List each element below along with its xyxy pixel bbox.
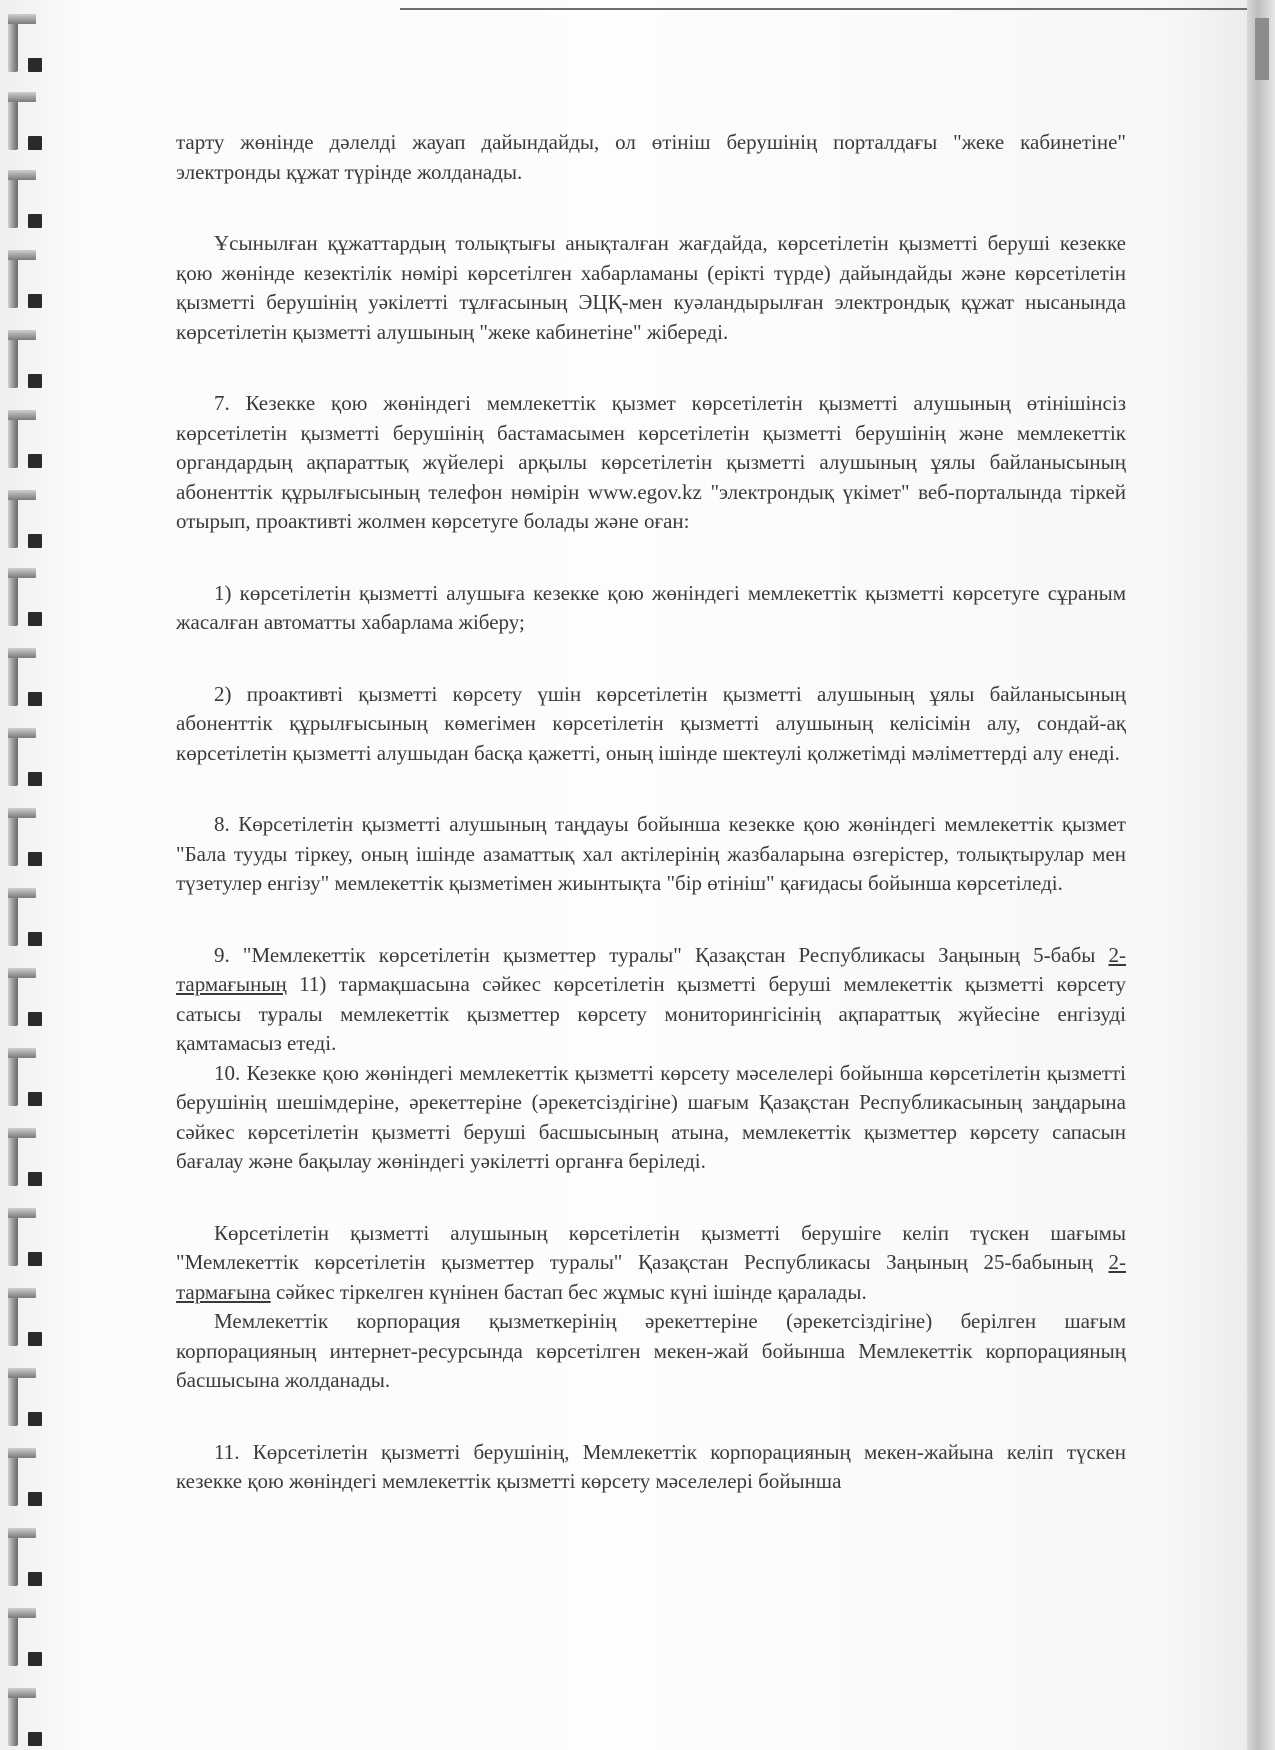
paragraph-9-text-start: 9. "Мемлекеттік көрсетілетін қызметтер туралы" Қазақстан Республикасы Заңының 5-бабы (214, 942, 1109, 967)
paragraph-corporation: Мемлекеттік корпорация қызметкерінің әрекеттеріне (әрекетсіздігіне) берілген шағым корпорацияның интернет-ресурсында көрсетілген мекен-жай бойынша Мемлекеттік корпорацияның басшысына жолданады. (176, 1309, 1126, 1392)
binding-ring (2, 728, 36, 786)
binding-ring (2, 888, 36, 946)
paragraph-8: 8. Көрсетілетін қызметті алушының таңдауы бойынша кезекке қою жөніндегі мемлекеттік қызмет "Бала тууды тіркеу, оның ішінде азаматтық хал актілерінің жазбаларына өзгерістер, толықтырулар мен түзетулер енгізу" мемлекеттік қызметімен жиынтықта "бір өтініш" қағидасы бойынша көрсетіледі. (176, 812, 1126, 895)
binding-ring (2, 14, 36, 72)
paragraph-10: 10. Кезекке қою жөніндегі мемлекеттік қызметті көрсету мәселелері бойынша көрсетілетін қызметті берушінің шешімдеріне, әрекеттеріне (әрекетсіздігіне) шағым Қазақстан Республикасының заңдарына сәйкес көрсетілетін қызметті беруші басшысының атына, мемлекеттік қызметтер көрсету сапасын бағалау және бақылау жөніндегі уәкілетті органға беріледі. (176, 1060, 1126, 1173)
binding-ring (2, 568, 36, 626)
paragraph-7: 7. Кезекке қою жөніндегі мемлекеттік қызмет көрсетілетін қызметті алушының өтінішінсіз көрсетілетін қызметті берушінің бастамасымен көрсетілетін қызметті берушінің және мемлекеттік органдардың ақпараттық жүйелері арқылы көрсетілетін қызметті алушының ұялы байланысының абоненттік құрылғысының телефон нөмірін www.egov.kz "электрондық үкімет" веб-порталында тіркей отырып, проактивті жолмен көрсетуге болады және оған: (176, 391, 1126, 533)
paragraph-complaint-text-start: Көрсетілетін қызметті алушының көрсетілетін қызметті берушіге келіп түскен шағымы "Мемлекеттік көрсетілетін қызметтер туралы" Қазақстан Республикасы Заңының 25-бабының (176, 1220, 1126, 1274)
binding-ring (2, 1048, 36, 1106)
binding-ring (2, 170, 36, 228)
binding-ring (2, 1528, 36, 1586)
paragraph-11: 11. Көрсетілетін қызметті берушінің, Мемлекеттік корпорацияның мекен-жайына келіп түскен кезекке қою жөніндегі мемлекеттік қызметті көрсету мәселелері бойынша (176, 1439, 1126, 1493)
binding-ring (2, 1688, 36, 1746)
binding-ring (2, 92, 36, 150)
document-body (176, 128, 1126, 1497)
law-article-link[interactable]: 2-тармағының (176, 942, 1126, 996)
binding-ring (2, 1368, 36, 1426)
binding-ring (2, 648, 36, 706)
page-top-edge (400, 8, 1250, 10)
paragraph-notification: Ұсынылған құжаттардың толықтығы анықталған жағдайда, көрсетілетін қызметті беруші кезекке қою жөнінде кезектілік нөмірі көрсетілген хабарламаны (ерікті түрде) дайындайды және көрсетілетін қызметті берушінің уәкілетті тұлғасының ЭЦҚ-мен куәландырылған электрондық құжат нысанында көрсетілетін қызметті алушының "жеке кабинетіне" жібереді. (176, 231, 1126, 344)
binding-ring (2, 330, 36, 388)
paragraph-9-text-end: 11) тармақшасына сәйкес көрсетілетін қызметті беруші мемлекеттік қызметті көрсету сатысы туралы мемлекеттік қызметтер көрсету мониторингісінің ақпараттық жүйесіне енгізуді қамтамасыз етеді. (176, 972, 1126, 1055)
paragraph-continuation: тарту жөнінде дәлелді жауап дайындайды, ол өтініш берушінің порталдағы "жеке кабинетіне" электронды құжат түрінде жолданады. (176, 130, 1126, 184)
binding-ring (2, 1128, 36, 1186)
law-article-link[interactable]: 2-тармағына (176, 1250, 1126, 1304)
binding-ring (2, 1448, 36, 1506)
page-edge-tab (1255, 18, 1269, 80)
spiral-binding (0, 0, 40, 1750)
binding-ring (2, 808, 36, 866)
binding-ring (2, 968, 36, 1026)
paragraph-9 (176, 941, 1126, 1059)
list-item-1: 1) көрсетілетін қызметті алушыға кезекке қою жөніндегі мемлекеттік қызметті көрсетуге сұраным жасалған автоматты хабарлама жіберу; (176, 580, 1126, 634)
binding-ring (2, 1288, 36, 1346)
paragraph-complaint (176, 1219, 1126, 1308)
binding-ring (2, 250, 36, 308)
list-item-2: 2) проактивті қызметті көрсету үшін көрсетілетін қызметті алушының ұялы байланысының абоненттік құрылғысының көмегімен көрсетілетін қызметті алушының келісімін алу, сондай-ақ көрсетілетін қызметті алушыдан басқа қажетті, оның ішінде шектеулі қолжетімді мәліметтерді алу енеді. (176, 681, 1126, 765)
page-right-edge (1247, 0, 1275, 1750)
binding-ring (2, 410, 36, 468)
binding-ring (2, 1208, 36, 1266)
binding-ring (2, 1608, 36, 1666)
binding-ring (2, 490, 36, 548)
paragraph-complaint-text-end: сәйкес тіркелген күнінен бастап бес жұмыс күні ішінде қаралады. (270, 1279, 867, 1304)
